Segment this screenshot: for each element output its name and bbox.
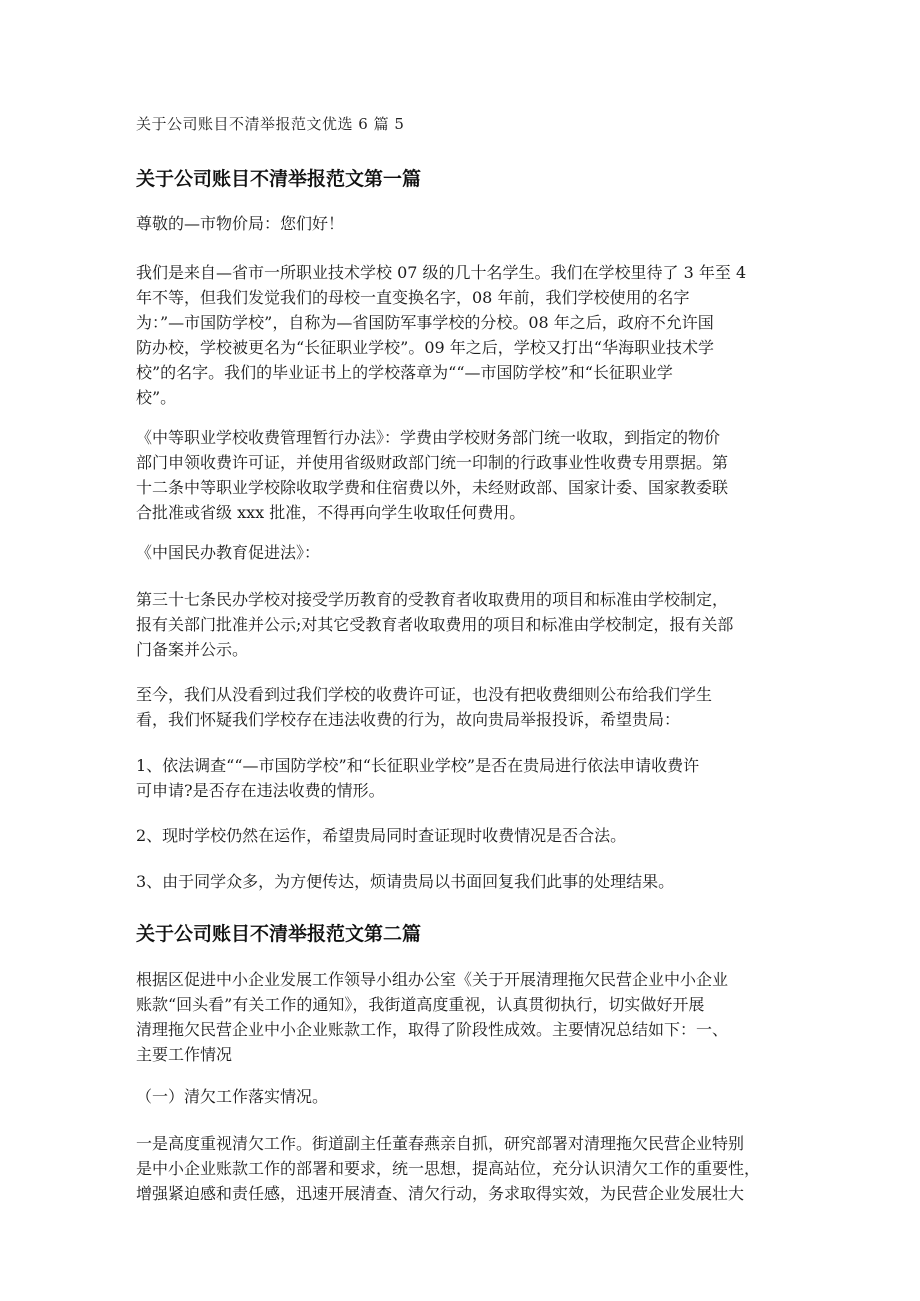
section2-paragraph-2 [136, 1084, 784, 1109]
text-line: 第三十七条民办学校对接受学历教育的受教育者收取费用的项目和标准由学校制定， [136, 590, 729, 609]
text-line: 至今，我们从没看到过我们学校的收费许可证，也没有把收费细则公布给我们学生 [136, 685, 713, 704]
text-line: 年不等，但我们发觉我们的母校一直变换名字，08 年前，我们学校使用的名字 [136, 288, 690, 307]
section2-paragraph-3 [136, 1131, 784, 1206]
section2-paragraph-1 [136, 967, 784, 1067]
text-line: 账款“回头看”有关工作的通知》，我街道高度重视，认真贯彻执行，切实做好开展 [136, 995, 705, 1014]
text-line: 报有关部门批准并公示;对其它受教育者收取费用的项目和标准由学校制定，报有关部 [136, 615, 734, 634]
text-line: 看，我们怀疑我们学校存在违法收费的行为，故向贵局举报投诉，希望贵局： [136, 710, 681, 729]
text-line: 根据区促进中小企业发展工作领导小组办公室《关于开展清理拖欠民营企业中小企业 [136, 970, 729, 989]
text-line: 我们是来自—省市一所职业技术学校 07 级的几十名学生。我们在学校里待了 3 年至 4 [136, 263, 747, 282]
section2-heading: 关于公司账目不清举报范文第二篇 [136, 923, 422, 945]
text-line: 清理拖欠民营企业中小企业账款工作，取得了阶段性成效。主要情况总结如下：一、 [136, 1020, 729, 1039]
text-line: 可申请?是否存在违法收费的情形。 [136, 781, 385, 800]
text-line: 部门申领收费许可证，并使用省级财政部门统一印制的行政事业性收费专用票据。第 [136, 453, 729, 472]
salutation-line: 尊敬的—市物价局：您们好！ [136, 214, 345, 233]
section1-list-item-3 [136, 869, 784, 894]
text-line: 防办校，学校被更名为“长征职业学校”。09 年之后，学校又打出“华海职业技术学 [136, 338, 714, 357]
text-line: 是中小企业账款工作的部署和要求，统一思想，提高站位，充分认识清欠工作的重要性， [136, 1159, 761, 1178]
section1-paragraph-4 [136, 587, 784, 662]
text-line: 十二条中等职业学校除收取学费和住宿费以外，未经财政部、国家计委、国家教委联 [136, 478, 729, 497]
text-line: 校”。 [136, 388, 177, 407]
section1-heading: 关于公司账目不清举报范文第一篇 [136, 168, 422, 190]
text-line: 为：”—市国防学校”，自称为—省国防军事学校的分校。08 年之后，政府不允许国 [136, 313, 714, 332]
text-line: 3、由于同学众多，为方便传达，烦请贵局以书面回复我们此事的处理结果。 [136, 872, 675, 891]
section1-paragraph-1 [136, 260, 784, 410]
text-line: 一是高度重视清欠工作。街道副主任董春燕亲自抓，研究部署对清理拖欠民营企业特别 [136, 1134, 745, 1153]
text-line: 合批准或省级 xxx 批准，不得再向学生收取任何费用。 [136, 503, 526, 522]
text-line: 门备案并公示。 [136, 640, 249, 659]
text-line: 《中等职业学校收费管理暂行办法》：学费由学校财务部门统一收取，到指定的物价 [136, 428, 721, 447]
section1-salutation [136, 211, 784, 236]
text-line: 《中国民办教育促进法》： [136, 543, 321, 562]
text-line: 2、现时学校仍然在运作，希望贵局同时查证现时收费情况是否合法。 [136, 826, 627, 845]
document-title: 关于公司账目不清举报范文优选 6 篇 5 [136, 115, 405, 133]
section1-paragraph-3 [136, 540, 784, 565]
text-line: 增强紧迫感和责任感，迅速开展清查、清欠行动，务求取得实效，为民营企业发展壮大 [136, 1184, 745, 1203]
section1-list-item-1 [136, 753, 784, 803]
section1-paragraph-5 [136, 682, 784, 732]
text-line: 校”的名字。我们的毕业证书上的学校落章为““—市国防学校”和“长征职业学 [136, 363, 673, 382]
section1-list-item-2 [136, 823, 784, 848]
section1-paragraph-2 [136, 425, 784, 525]
text-line: 主要工作情况 [136, 1045, 233, 1064]
text-line: （一）清欠工作落实情况。 [136, 1087, 329, 1106]
text-line: 1、依法调查““—市国防学校”和“长征职业学校”是否在贵局进行依法申请收费许 [136, 756, 700, 775]
